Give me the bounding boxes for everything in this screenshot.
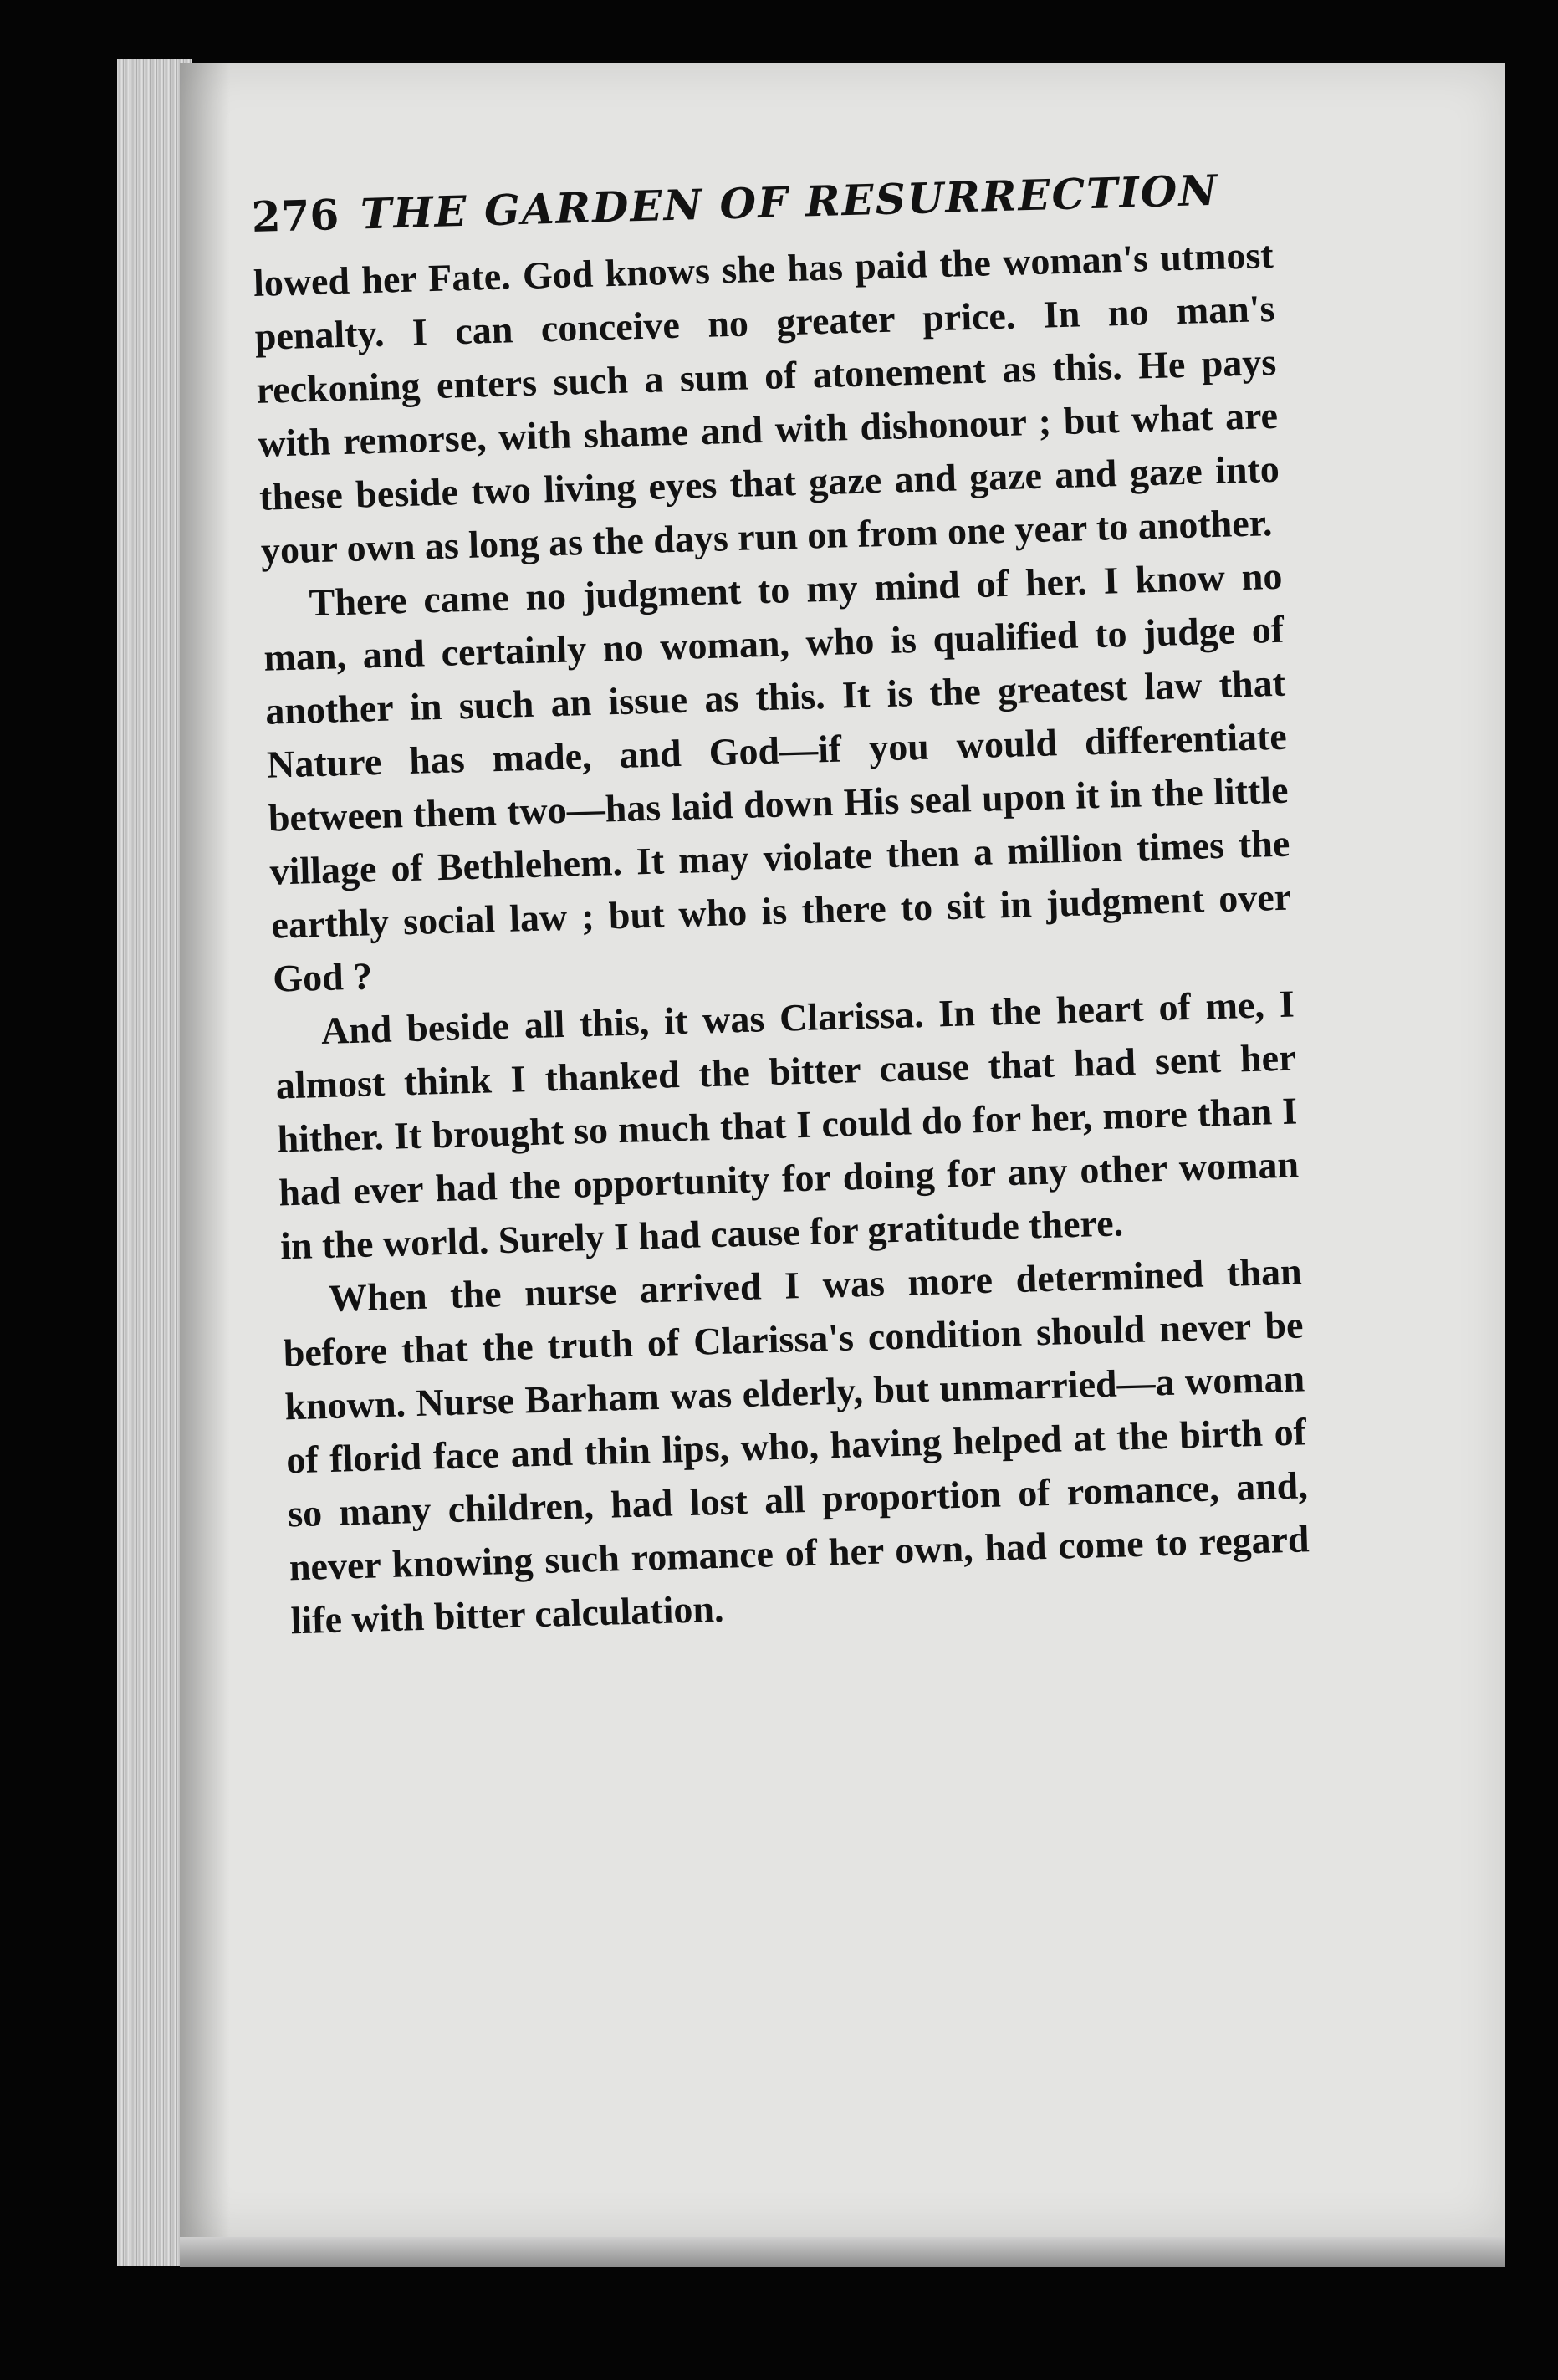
page-number: 276 [251,190,340,242]
running-title: THE GARDEN OF RESURRECTION [360,165,1219,239]
page-content [251,164,1311,1647]
spine-shadow [180,63,230,2237]
paragraph-4: When the nurse arrived I was more determined than before that the truth of Clarissa's condition should never be known. Nurse Barham was elderly, but unmarried—a woman of florid face and thin lips, who, having helped at the birth of so many children, had lost all proportion of romance, and, never knowing such romance of her own, had come to regard life with bitter calculation. [283,1249,1310,1642]
page-bottom-edge [180,2237,1505,2267]
paragraph-3: And beside all this, it was Clarissa. In the heart of me, I almost think I thanked the bitter cause that had sent her hither. It brought so much that I could do for her, more than I had ever had the opportunity for doing for any other woman in the world. Surely I had cause for gratitude there. [275,982,1300,1268]
paragraph-2: There came no judgment to my mind of her. I know no man, and certainly no woman, who is qualified to judge of another in such an issue as this. It is the greatest law that Nature has made, and God—if you would differentiate between them two—has laid down His seal upon it in the little village of Bethlehem. It may violate then a million times the earthly social law ; but who is there to sit in judgment over God ? [263,554,1292,1000]
paragraph-1: lowed her Fate. God knows she has paid the woman's utmost penalty. I can conceive no greater price. In no man's reckoning enters such a sum of atonement as this. He pays with remorse, with shame and with dishonour ; but what are these beside two living eyes that gaze and gaze and gaze into your own as long as the days run on from one year to another. [253,232,1280,572]
